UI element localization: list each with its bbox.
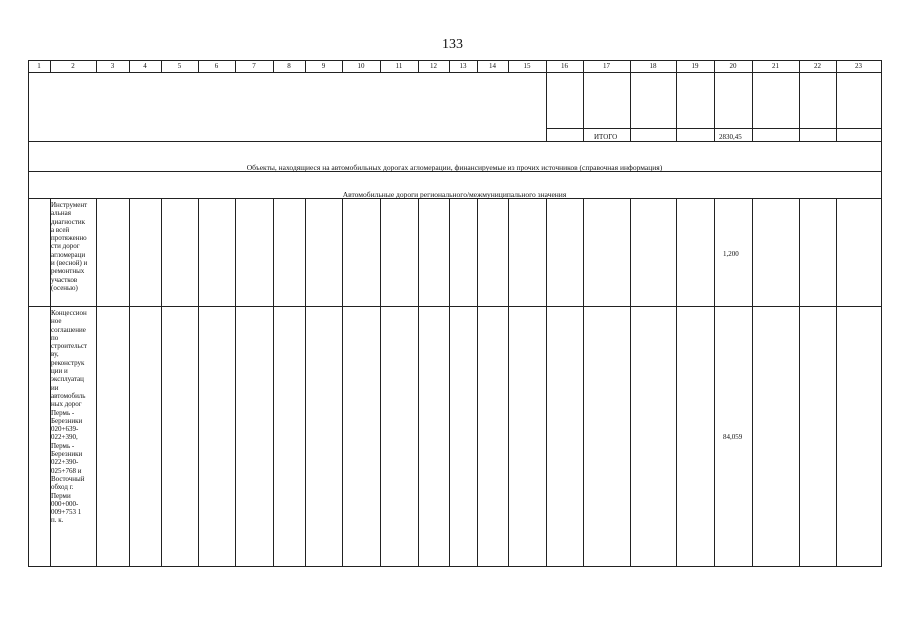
column-header: 4 [143, 62, 147, 70]
body-column-divider [129, 198, 130, 566]
column-header: 6 [214, 62, 219, 70]
column-header: 7 [252, 62, 256, 70]
column-header: 9 [321, 62, 326, 70]
column-header: 5 [177, 62, 182, 70]
total-column-divider [630, 72, 631, 141]
body-column-divider [380, 198, 381, 566]
section-title: Объекты, находящиеся на автомобильных дорогах агломерации, финансируемые из прочих источников (справочная информация) [246, 163, 663, 172]
body-column-divider [235, 198, 236, 566]
body-column-divider [546, 198, 547, 566]
column-header: 2 [71, 62, 75, 70]
total-column-divider [583, 72, 584, 141]
body-column-divider [342, 198, 343, 566]
body-column-divider [752, 198, 753, 566]
body-column-divider [508, 198, 509, 566]
column-header: 14 [489, 62, 496, 70]
body-column-divider [449, 198, 450, 566]
body-column-divider [418, 198, 419, 566]
column-header: 1 [37, 62, 41, 70]
total-column-divider [714, 72, 715, 141]
body-column-divider [714, 198, 715, 566]
body-column-divider [198, 198, 199, 566]
column-header: 17 [603, 62, 610, 70]
total-column-divider [752, 72, 753, 141]
column-header: 15 [523, 62, 531, 70]
row-value-col20: 1,200 [723, 250, 739, 258]
total-column-divider [546, 72, 547, 141]
table-top-border [28, 60, 882, 61]
body-column-divider [305, 198, 306, 566]
body-column-divider [477, 198, 478, 566]
header-bottom-border [28, 72, 882, 73]
body-column-divider [273, 198, 274, 566]
column-header: 8 [287, 62, 291, 70]
body-column-divider [630, 198, 631, 566]
total-column-divider [799, 72, 800, 141]
total-row-bottom-border [28, 141, 882, 142]
total-label: ИТОГО [594, 133, 618, 141]
table-bottom-border [28, 566, 882, 567]
subsection-title: Автомобильные дороги регионального/межмуниципального значения [342, 190, 567, 199]
row-separator [28, 306, 882, 307]
column-header: 16 [561, 62, 568, 70]
table-left-border [28, 60, 29, 567]
table-right-border [881, 60, 882, 567]
page-number: 133 [442, 37, 463, 52]
column-header: 11 [395, 62, 403, 70]
column-header: 22 [814, 62, 821, 70]
column-header: 19 [691, 62, 699, 70]
row-value-col20: 84,059 [723, 433, 743, 441]
body-column-divider [583, 198, 584, 566]
column-header: 23 [855, 62, 862, 70]
column-header: 21 [772, 62, 779, 70]
body-column-divider [799, 198, 800, 566]
row-description: Концессион ное соглашение по строительст ву, реконструк ции и эксплуатац ии автомобиль ных дорог Пермь - Березники 020+639- 022+390, Пермь - Березники 022+390- 025+768 и Восточный обход г. Перми 000+000- 009+753 1 п. к. [51, 309, 88, 525]
column-header: 10 [357, 62, 365, 70]
column-header: 18 [649, 62, 657, 70]
total-column-divider [836, 72, 837, 141]
column-header: 20 [729, 62, 737, 70]
row-description: Инструмент альная диагностик а всей протяженно сти дорог агломераци и (весной) и ремонтных участков (осенью) [51, 201, 88, 292]
body-column-divider [676, 198, 677, 566]
total-column-divider [676, 72, 677, 141]
body-column-divider [161, 198, 162, 566]
column-header: 12 [430, 62, 437, 70]
column-header: 3 [110, 62, 115, 70]
total-value: 2830,45 [719, 133, 742, 141]
body-column-divider [836, 198, 837, 566]
column-header: 13 [459, 62, 467, 70]
